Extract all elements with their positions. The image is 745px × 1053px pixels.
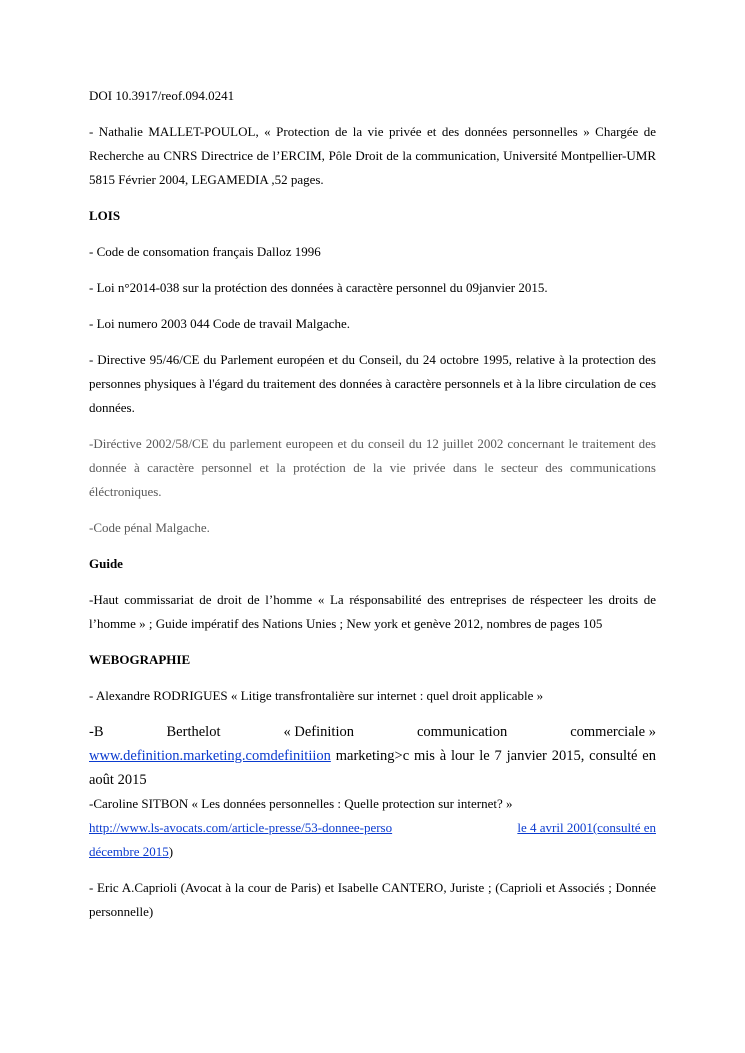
list-item: -Haut commissariat de droit de l’homme « La résponsabilité des entreprises de réspecteer les droits de l’homme » ; Guide impératif des Nations Unies ; New york et genève 2012, nombres de pages 105 (89, 592, 656, 631)
list-item: - Loi numero 2003 044 Code de travail Malgache. (89, 316, 351, 331)
doi-reference: DOI 10.3917/reof.094.0241 (89, 88, 235, 103)
list-item: - Code de consomation français Dalloz 1996 (89, 244, 321, 259)
berthelot-rest-text: marketing>c mis à lour le 7 janvier 2015, consulté en août 2015 (89, 748, 656, 788)
reference-caprioli: - Eric A.Caprioli (Avocat à la cour de Paris) et Isabelle CANTERO, Juriste ; (Caprioli et Associés ; Donnée personnelle) (89, 880, 656, 919)
list-item: - Loi n°2014-038 sur la protéction des données à caractère personnel du 09janvier 2015. (89, 280, 548, 295)
sitbon-link-continued[interactable]: le 4 avril 2001(consulté en (517, 820, 656, 835)
berthelot-word: commerciale » (570, 724, 656, 740)
reference-berthelot (89, 720, 656, 792)
berthelot-rest (89, 744, 656, 792)
sitbon-link-date[interactable]: décembre 2015 (89, 844, 169, 859)
reference-rodrigues: - Alexandre RODRIGUES « Litige transfrontalière sur internet : quel droit applicable » (89, 688, 544, 703)
sitbon-link-line (89, 816, 656, 840)
berthelot-word: Berthelot (166, 724, 221, 740)
berthelot-word: -B (89, 724, 104, 740)
list-item: -Code pénal Malgache. (89, 520, 210, 535)
document-page (89, 84, 656, 936)
sitbon-link-end (89, 840, 656, 864)
sitbon-link[interactable]: http://www.ls-avocats.com/article-presse/53-donnee-perso (89, 820, 393, 835)
list-item: -Diréctive 2002/58/CE du parlement europeen et du conseil du 12 juillet 2002 concernant le traitement des donnée à caractère personnel et la protéction de la vie privée dans le secteur des communications éléctroniques. (89, 436, 656, 499)
reference-mallet-poulol: - Nathalie MALLET-POULOL, « Protection de la vie privée et des données personnelles » Chargée de Recherche au CNRS Directrice de l’ERCIM, Pôle Droit de la communication, Université Montpellier-UMR 5815 Février 2004, LEGAMEDIA ,52 pages. (89, 124, 656, 187)
list-item: - Directive 95/46/CE du Parlement européen et du Conseil, du 24 octobre 1995, relative à la protection des personnes physiques à l'égard du traitement des données à caractère personnels et à la libre circulation de ces données. (89, 352, 656, 415)
reference-sitbon (89, 792, 656, 864)
berthelot-word: « Definition (283, 724, 354, 740)
berthelot-word: communication (417, 724, 508, 740)
sitbon-title: -Caroline SITBON « Les données personnelles : Quelle protection sur internet? » (89, 796, 513, 811)
sitbon-tail: ) (168, 844, 174, 859)
berthelot-link[interactable]: www.definition.marketing.comdefinitiion (89, 748, 331, 764)
berthelot-first-line (89, 720, 656, 744)
section-heading-lois: LOIS (89, 208, 121, 223)
section-heading-guide: Guide (89, 556, 123, 571)
section-heading-webographie: WEBOGRAPHIE (89, 652, 191, 667)
